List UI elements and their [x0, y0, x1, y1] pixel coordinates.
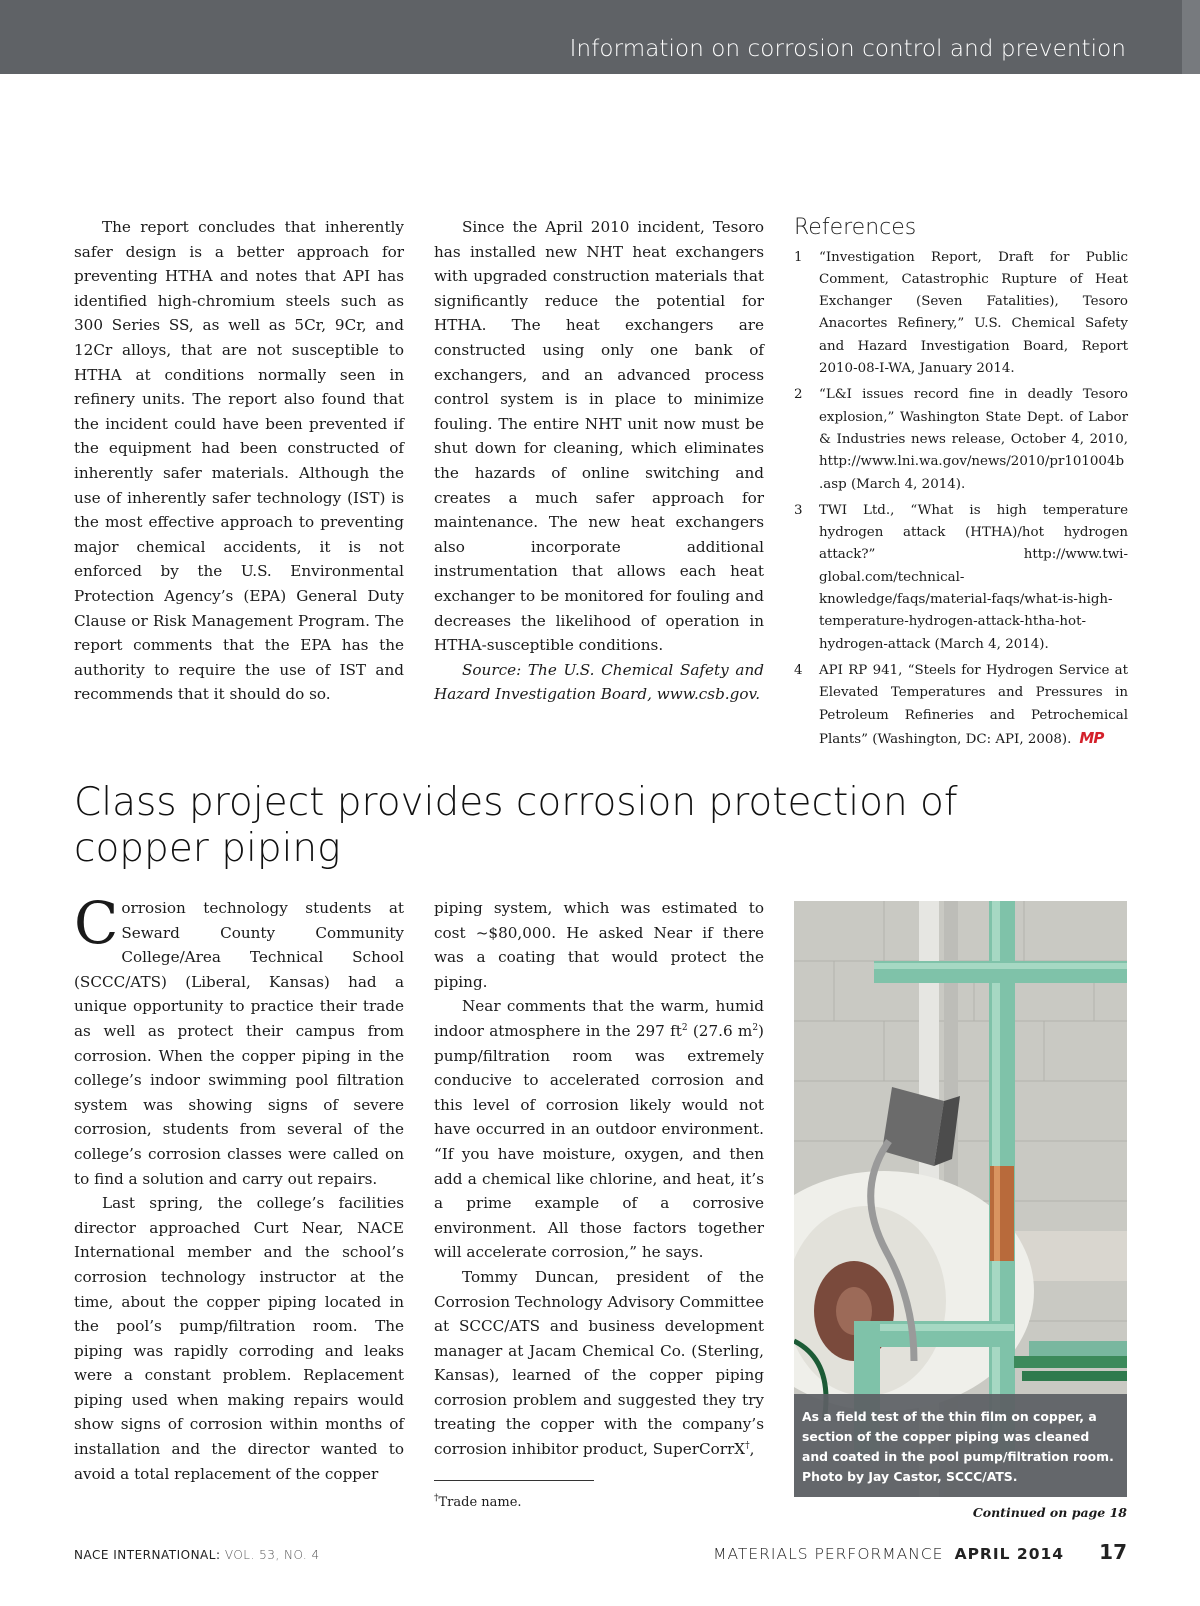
- paragraph-text: Tommy Duncan, president of the Corrosion Technology Advisory Committee at SCCC/ATS and business development manager at Jacam Chemical Co. (Sterling, Kansas), learned of the copper piping corrosion problem and suggested they try treating the copper with the company’s corrosion inhibitor product, SuperCorrX: [434, 1267, 764, 1459]
- references-section: [794, 216, 1128, 755]
- footnote-mark: †: [434, 1493, 439, 1504]
- reference-text: “Investigation Report, Draft for Public Comment, Catastrophic Rupture of Heat Exchanger (Seven Fatalities), Tesoro Anacortes Refinery,” U.S. Chemical Safety and Hazard Investigation Board, Report 2010-08-I-WA, January 2014.: [819, 249, 1128, 377]
- references-title: References: [794, 215, 917, 240]
- paragraph-text: (27.6 m: [687, 1021, 753, 1040]
- reference-number: 3: [794, 502, 803, 518]
- page-number: 17: [1099, 1540, 1127, 1564]
- source-credit: Source: The U.S. Chemical Safety and Hazard Investigation Board, www.csb.gov.: [434, 660, 764, 704]
- reference-item: [794, 384, 1128, 495]
- paragraph: [434, 994, 764, 1265]
- paragraph: The report concludes that inherently safer design is a better approach for preventing HTHA and notes that API has identified high-chromium steels such as 300 Series SS, as well as 5Cr, 9Cr, and 12Cr alloys, that are not susceptible to HTHA at conditions normally seen in refinery units. The report also found that the incident could have been prevented if the equipment had been constructed of inherently safer materials. Although the use of inherently safer technology (IST) is the most effective approach to preventing major chemical accidents, it is not enforced by the U.S. Environmental Protection Agency’s (EPA) General Duty Clause or Risk Management Program. The report comments that the EPA has the authority to require the use of IST and recommends that it should do so.: [74, 218, 404, 704]
- trade-mark-superscript: †: [745, 1441, 750, 1451]
- section-title: Information on corrosion control and prevention: [569, 36, 1126, 62]
- paragraph: piping system, which was estimated to cost ~$80,000. He asked Near if there was a coating that would protect the piping.: [434, 899, 764, 991]
- footnote-rule: [434, 1480, 594, 1481]
- reference-number: 4: [794, 662, 803, 678]
- article-column-1: [74, 889, 404, 1486]
- reference-item: [794, 500, 1128, 656]
- header-bar-edge: [1182, 0, 1200, 74]
- footer-magazine: [713, 1540, 1127, 1564]
- upper-column-2: [434, 215, 764, 707]
- reference-item: [794, 660, 1128, 751]
- continued-note: Continued on page 18: [972, 1505, 1127, 1520]
- footnote: [434, 1491, 764, 1516]
- paragraph: [434, 1265, 764, 1462]
- footer-org: NACE INTERNATIONAL:: [74, 1548, 221, 1562]
- reference-text: “L&I issues record fine in deadly Tesoro explosion,” Washington State Dept. of Labor & Industries news release, October 4, 2010, http://www.lni.wa.gov/news/2010/pr101004b.asp (March 4, 2014).: [819, 387, 1128, 492]
- paragraph-text: ) pump/filtration room was extremely conducive to accelerated corrosion and this level of corrosion likely would not have occurred in an outdoor environment. “If you have moisture, oxygen, and then add a chemical like chlorine, and heat, it’s a prime example of a corrosive environment. All those factors together will accelerate corrosion,” he says.: [434, 1021, 764, 1262]
- upper-column-1: [74, 215, 404, 707]
- superscript: 2: [681, 1022, 688, 1033]
- superscript: 2: [752, 1022, 759, 1033]
- reference-text: TWI Ltd., “What is high temperature hydrogen attack (HTHA)/hot hydrogen attack?” http://www.twi-global.com/technical-knowledge/faqs/material-faqs/what-is-high-temperature-hydrogen-attack-htha-hot-hydrogen-attack (March 4, 2014).: [819, 502, 1128, 652]
- paragraph-text: Near comments that the warm, humid indoor atmosphere in the 297 ft: [434, 997, 764, 1040]
- paragraph: [74, 889, 404, 1191]
- paragraph-text: orrosion technology students at Seward County Community College/Area Technical School (SCCC/ATS) (Liberal, Kansas) had a unique opportunity to practice their trade as well as protect their campus from corrosion. When the copper piping in the college’s indoor swimming pool filtration system was showing signs of severe corrosion, students from several of the college’s corrosion classes were called on to find a solution and carry out repairs.: [74, 899, 404, 1188]
- copper-piping-photo: [794, 901, 1127, 1497]
- footer-issue: VOL. 53, NO. 4: [224, 1548, 320, 1562]
- reference-text: [819, 660, 1128, 751]
- header-bar: [0, 0, 1200, 74]
- article-column-2: [434, 896, 764, 1515]
- drop-cap: C: [74, 889, 119, 957]
- reference-item: [794, 247, 1128, 381]
- paragraph: Last spring, the college’s facilities director approached Curt Near, NACE International member and the school’s corrosion technology instructor at the time, about the copper piping located in the pool’s pump/filtration room. The piping was rapidly corroding and leaks were a constant problem. Replacement piping used when making repairs would show signs of corrosion within months of installation and the director wanted to avoid a total replacement of the copper: [74, 1194, 404, 1483]
- paragraph-text: ,: [749, 1440, 755, 1459]
- photo-caption: As a field test of the thin film on copper, a section of the copper piping was cleaned and coated in the pool pump/filtration room. Photo by Jay Castor, SCCC/ATS.: [794, 1394, 1127, 1497]
- article-headline: Class project provides corrosion protection of copper piping: [74, 780, 958, 871]
- mp-end-mark-logo: MP: [1079, 728, 1104, 747]
- footer-magazine-name: MATERIALS PERFORMANCE: [713, 1545, 944, 1563]
- footer-date: APRIL 2014: [954, 1545, 1065, 1563]
- reference-number: 2: [794, 387, 803, 403]
- reference-number: 1: [794, 249, 803, 265]
- reference-text-body: API RP 941, “Steels for Hydrogen Service at Elevated Temperatures and Pressures in Petroleum Refineries and Petrochemical Plants” (Washington, DC: API, 2008).: [819, 662, 1128, 747]
- footer-publication: [74, 1548, 320, 1562]
- paragraph: Since the April 2010 incident, Tesoro has installed new NHT heat exchangers with upgraded construction materials that significantly reduce the potential for HTHA. The heat exchangers are constructed using only one bank of exchangers, and an advanced process control system is in place to minimize fouling. The entire NHT unit now must be shut down for cleaning, which eliminates the hazards of online switching and creates a much safer approach for maintenance. The new heat exchangers also incorporate additional instrumentation that allows each heat exchanger to be monitored for fouling and decreases the likelihood of operation in HTHA-susceptible conditions.: [434, 218, 764, 655]
- footnote-text: Trade name.: [438, 1494, 522, 1510]
